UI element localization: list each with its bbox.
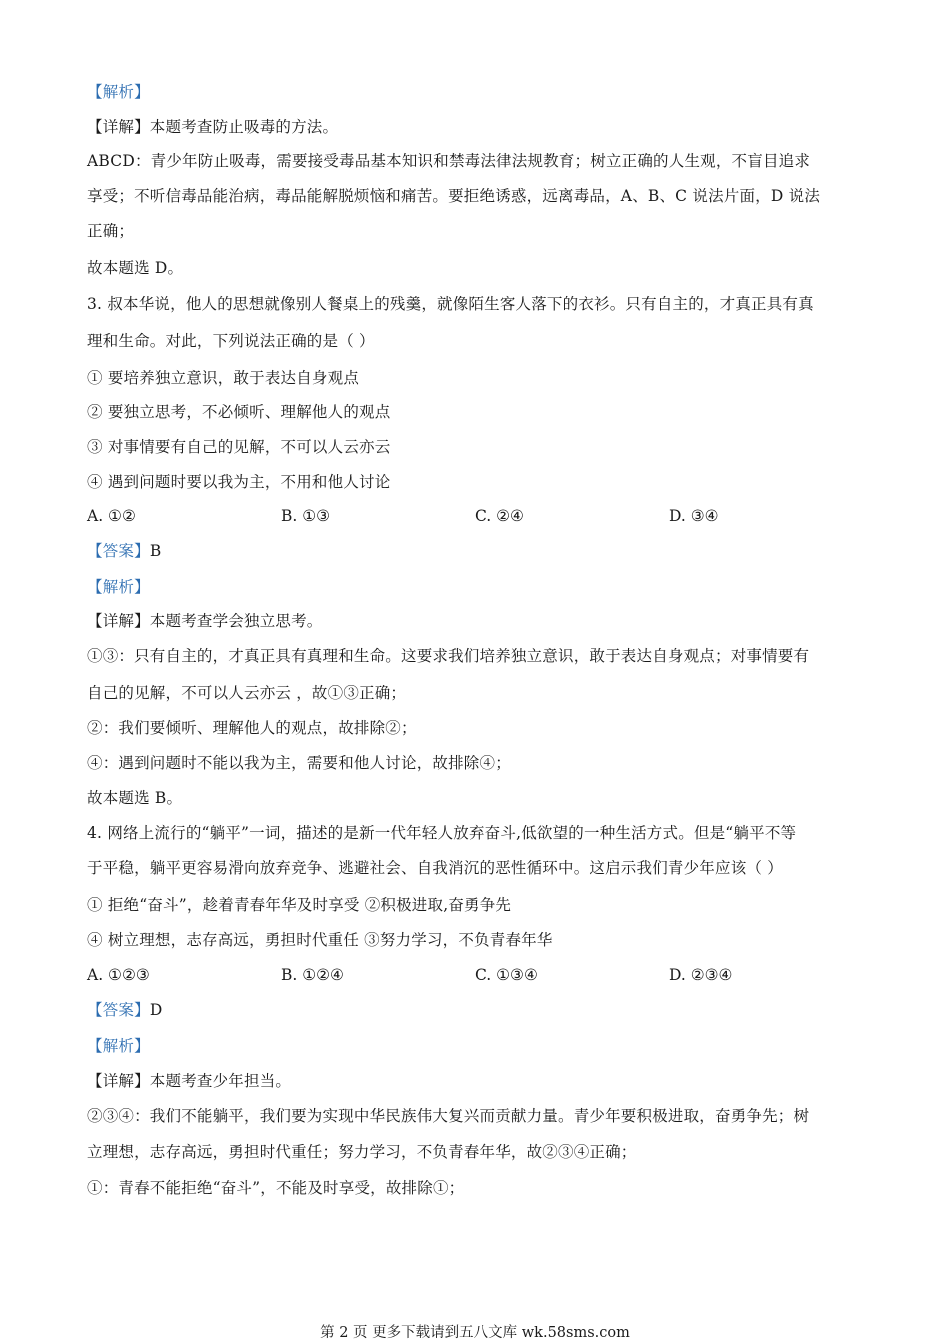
question-4-stem: 4. 网络上流行的“躺平”一词，描述的是新一代年轻人放弃奋斗,低欲望的一种生活方式。但是“躺平不等 bbox=[87, 824, 797, 842]
detail-line: 【详解】本题考查防止吸毒的方法。 bbox=[87, 118, 339, 136]
paragraph-line: 享受；不听信毒品能治病，毒品能解脱烦恼和痛苦。要拒绝诱惑，远离毒品，A、B、C 说法片面，D 说法 bbox=[87, 187, 821, 205]
q4-option-a: A. ①②③ bbox=[87, 966, 150, 984]
q3-option-d: D. ③④ bbox=[669, 507, 719, 525]
answer-line bbox=[87, 540, 877, 562]
answer-line bbox=[87, 999, 877, 1021]
paragraph-line: ABCD：青少年防止吸毒，需要接受毒品基本知识和禁毒法律法规教育；树立正确的人生观，不盲目追求 bbox=[87, 152, 811, 170]
q4-option-d: D. ②③④ bbox=[669, 966, 733, 984]
paragraph-line: 正确； bbox=[87, 222, 135, 240]
question-4-stem: 于平稳，躺平更容易滑向放弃竞争、逃避社会、自我消沉的恶性循环中。这启示我们青少年应该（ ） bbox=[87, 859, 783, 877]
statement-item: ① 拒绝“奋斗”，趁着青春年华及时享受 ②积极进取,奋勇争先 bbox=[87, 896, 512, 914]
page-footer: 第 2 页 更多下载请到五八文库 wk.58sms.com bbox=[320, 1325, 630, 1341]
paragraph-line: 自己的见解，不可以人云亦云 ，故①③正确； bbox=[87, 684, 407, 702]
paragraph-line: ②③④：我们不能躺平，我们要为实现中华民族伟大复兴而贡献力量。青少年要积极进取，奋勇争先；树 bbox=[87, 1107, 810, 1125]
paragraph-line: ①：青春不能拒绝“奋斗”，不能及时享受，故排除①； bbox=[87, 1179, 465, 1197]
q4-option-b: B. ①②④ bbox=[281, 966, 344, 984]
q3-option-c: C. ②④ bbox=[475, 507, 524, 525]
question-3-stem: 理和生命。对此，下列说法正确的是（ ） bbox=[87, 332, 375, 350]
q4-option-c: C. ①③④ bbox=[475, 966, 538, 984]
statement-item: ④ 树立理想，志存高远，勇担时代重任 ③努力学习，不负青春年华 bbox=[87, 931, 553, 949]
detail-line: 【详解】本题考查学会独立思考。 bbox=[87, 612, 323, 630]
statement-item: ② 要独立思考，不必倾听、理解他人的观点 bbox=[87, 403, 391, 421]
answer-tag: 【答案】 bbox=[87, 542, 150, 560]
detail-line: 【详解】本题考查少年担当。 bbox=[87, 1072, 292, 1090]
paragraph-line: ②：我们要倾听、理解他人的观点，故排除②； bbox=[87, 719, 417, 737]
q3-option-b: B. ①③ bbox=[281, 507, 331, 525]
statement-item: ① 要培养独立意识，敢于表达自身观点 bbox=[87, 369, 360, 387]
analysis-tag: 【解析】 bbox=[87, 578, 150, 596]
analysis-tag: 【解析】 bbox=[87, 83, 150, 101]
statement-item: ④ 遇到问题时要以我为主，不用和他人讨论 bbox=[87, 473, 391, 491]
answer-value: D bbox=[149, 1001, 163, 1019]
paragraph-line: ①③：只有自主的，才真正具有真理和生命。这要求我们培养独立意识，敢于表达自身观点；对事情要有 bbox=[87, 647, 810, 665]
statement-item: ③ 对事情要有自己的见解，不可以人云亦云 bbox=[87, 438, 391, 456]
question-3-stem: 3. 叔本华说，他人的思想就像别人餐桌上的残羹，就像陌生客人落下的衣衫。只有自主的，才真正具有真 bbox=[87, 295, 814, 313]
q3-option-a: A. ①② bbox=[87, 507, 136, 525]
answer-value: B bbox=[149, 542, 162, 560]
conclusion-line: 故本题选 D。 bbox=[87, 259, 184, 277]
conclusion-line: 故本题选 B。 bbox=[87, 789, 183, 807]
paragraph-line: ④：遇到问题时不能以我为主，需要和他人讨论，故排除④； bbox=[87, 754, 511, 772]
answer-tag: 【答案】 bbox=[87, 1001, 150, 1019]
analysis-tag: 【解析】 bbox=[87, 1037, 150, 1055]
paragraph-line: 立理想，志存高远，勇担时代重任；努力学习，不负青春年华，故②③④正确； bbox=[87, 1143, 637, 1161]
